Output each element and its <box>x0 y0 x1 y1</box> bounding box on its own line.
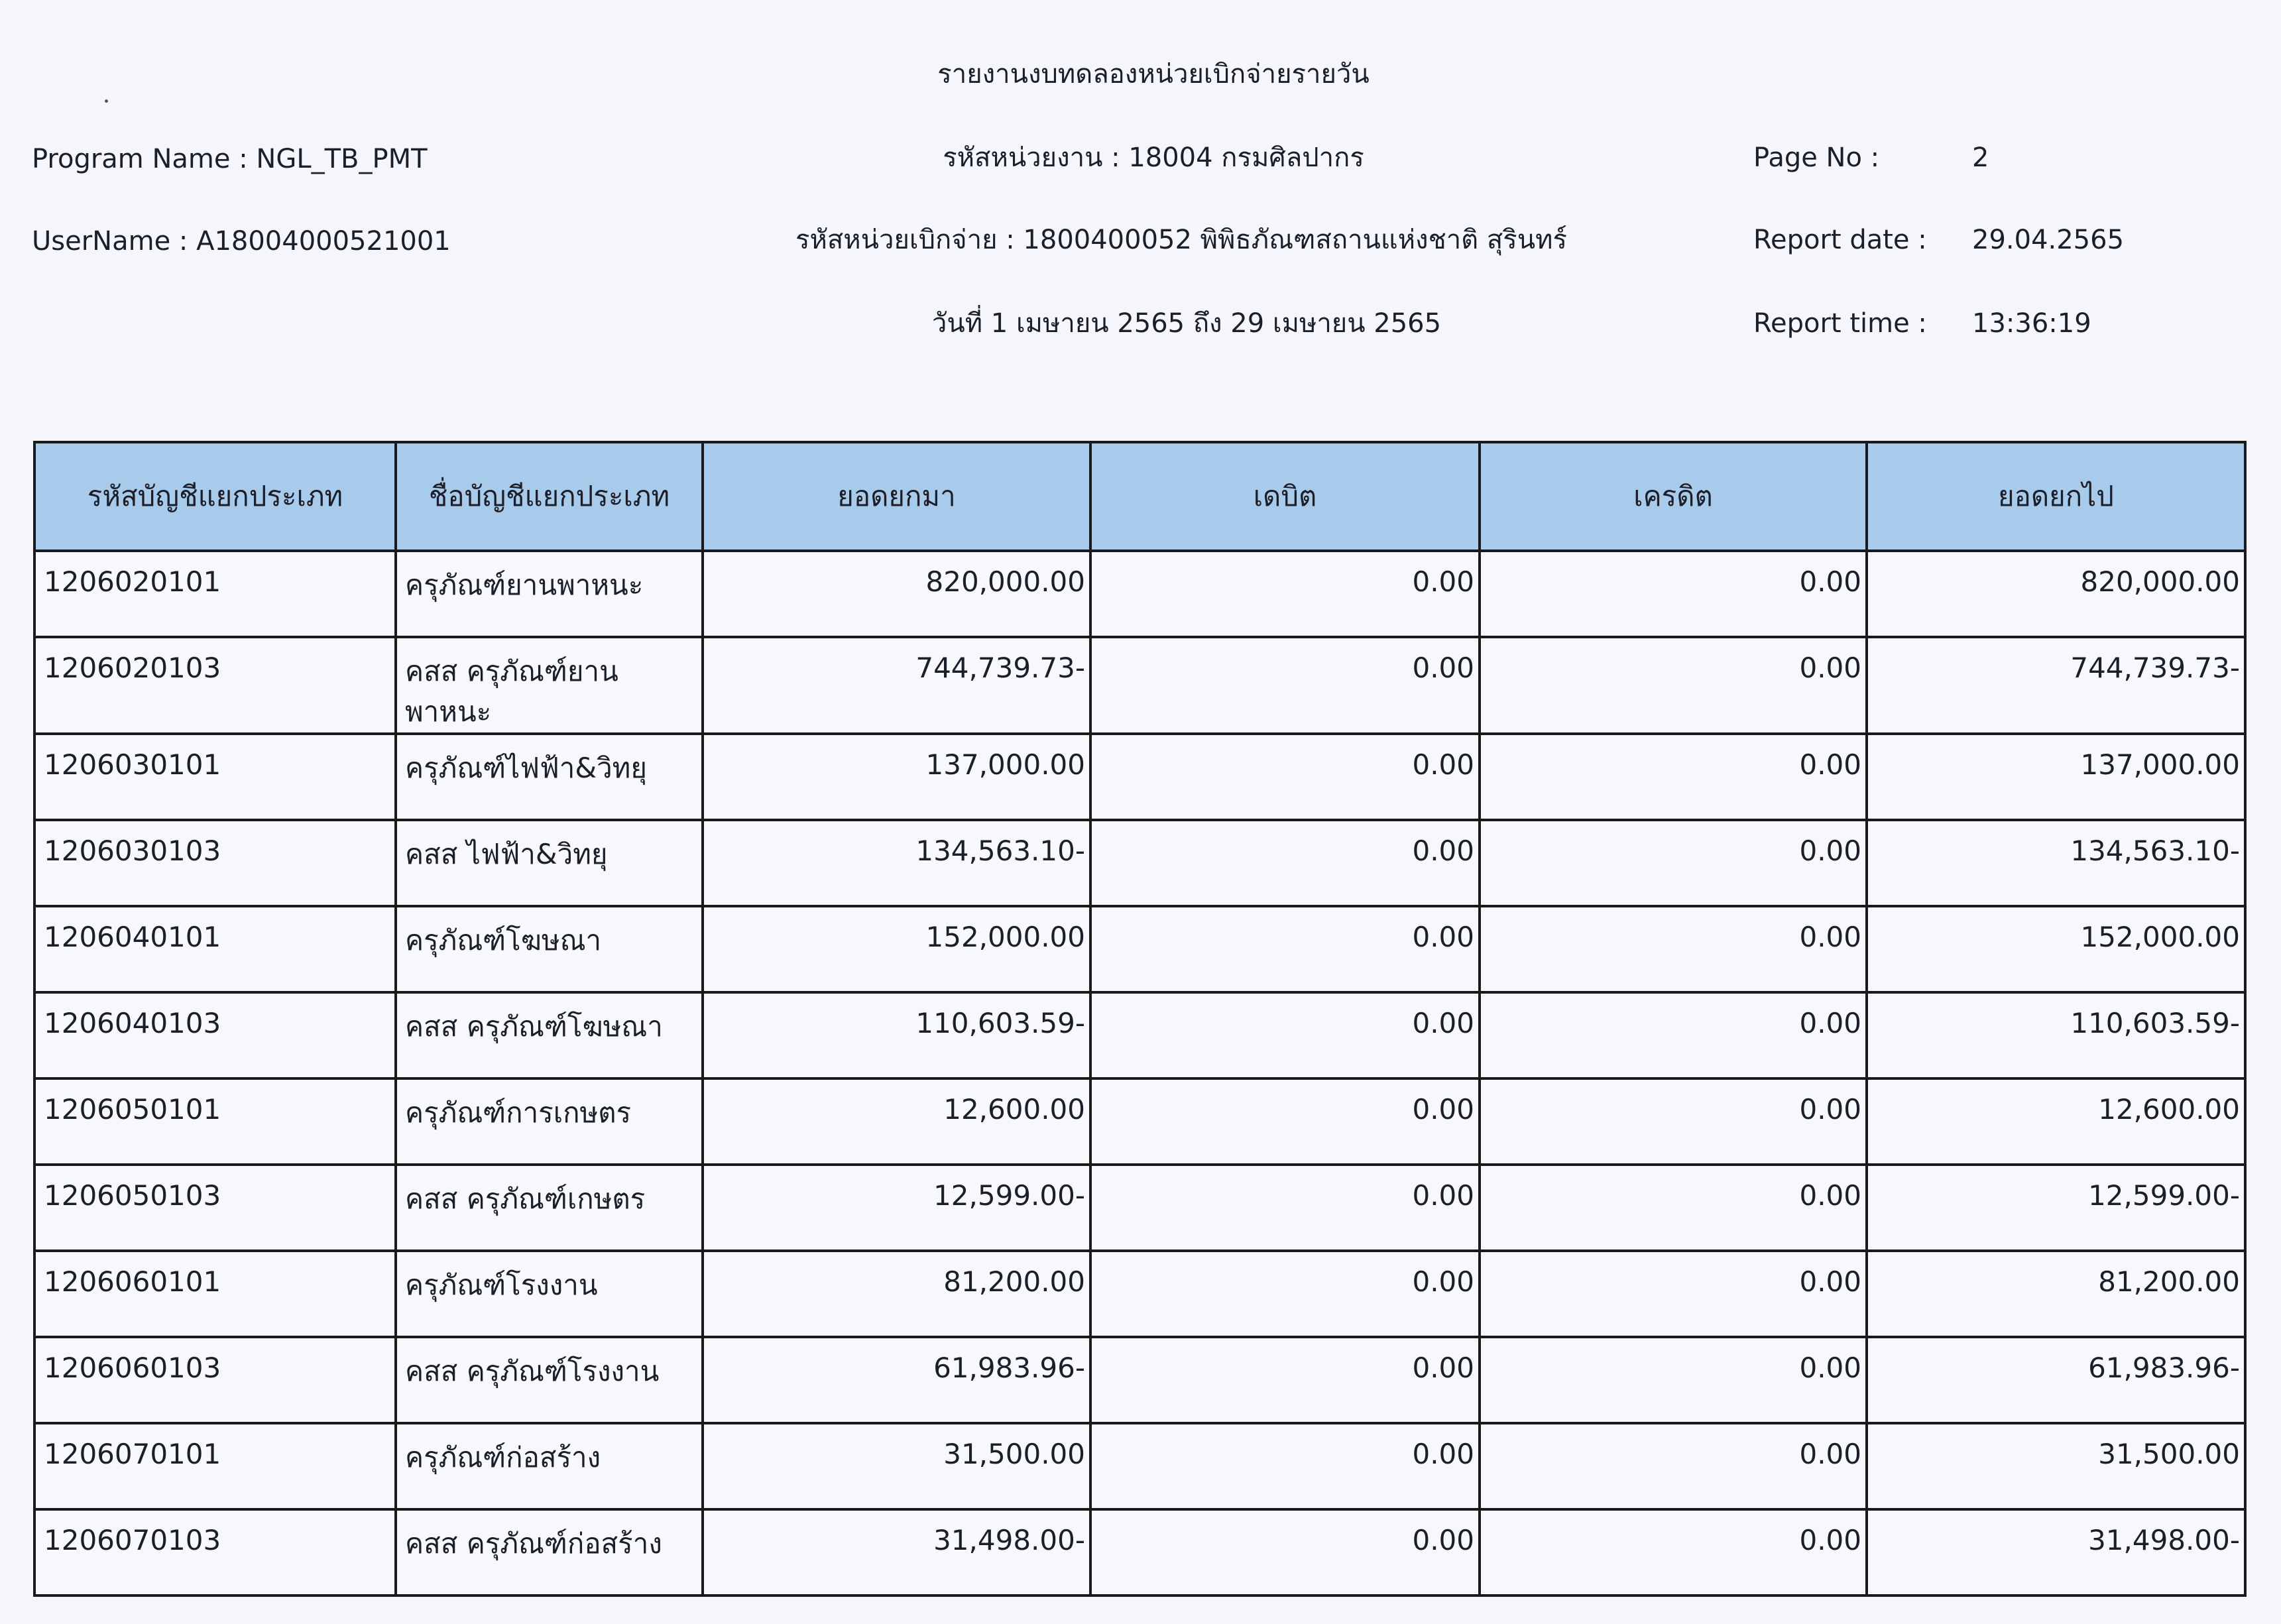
table-row <box>34 820 2245 906</box>
page-no-label: Page No : <box>1753 143 1880 173</box>
cell-credit: 0.00 <box>1480 1423 1867 1509</box>
cell-account-name: ครุภัณฑ์การเกษตร <box>396 1078 703 1165</box>
col-header-debit: เดบิต <box>1090 442 1480 551</box>
table-row <box>34 1509 2245 1595</box>
cell-debit: 0.00 <box>1090 551 1480 637</box>
cell-account-code: 1206040101 <box>34 906 396 992</box>
cell-account-code: 1206050103 <box>34 1165 396 1251</box>
disbursing-unit: รหัสหน่วยเบิกจ่าย : 1800400052 พิพิธภัณฑสถานแห่งชาติ สุรินทร์ <box>795 225 1567 255</box>
cell-brought-forward: 152,000.00 <box>703 906 1090 992</box>
cell-credit: 0.00 <box>1480 820 1867 906</box>
user-name: UserName : A18004000521001 <box>32 226 451 257</box>
report-time-value: 13:36:19 <box>1972 308 2091 339</box>
page-no-value: 2 <box>1972 143 1989 173</box>
cell-brought-forward: 61,983.96- <box>703 1337 1090 1423</box>
col-header-brought-forward: ยอดยกมา <box>703 442 1090 551</box>
cell-brought-forward: 137,000.00 <box>703 734 1090 820</box>
report-date-value: 29.04.2565 <box>1972 225 2125 255</box>
cell-debit: 0.00 <box>1090 1509 1480 1595</box>
report-title: รายงานงบทดลองหน่วยเบิกจ่ายรายวัน <box>937 59 1370 89</box>
report-date-label: Report date : <box>1753 225 1927 255</box>
table-row <box>34 1337 2245 1423</box>
col-header-carried-forward: ยอดยกไป <box>1867 442 2245 551</box>
cell-credit: 0.00 <box>1480 551 1867 637</box>
cell-carried-forward: 137,000.00 <box>1867 734 2245 820</box>
cell-credit: 0.00 <box>1480 1251 1867 1337</box>
cell-debit: 0.00 <box>1090 1251 1480 1337</box>
cell-account-code: 1206020101 <box>34 551 396 637</box>
cell-credit: 0.00 <box>1480 906 1867 992</box>
cell-account-name: คสส ไฟฟ้า&วิทยุ <box>396 820 703 906</box>
cell-account-name: ครุภัณฑ์ยานพาหนะ <box>396 551 703 637</box>
cell-account-code: 1206070103 <box>34 1509 396 1595</box>
trial-balance-table <box>33 441 2247 1597</box>
cell-account-code: 1206070101 <box>34 1423 396 1509</box>
cell-debit: 0.00 <box>1090 1337 1480 1423</box>
col-header-account-code: รหัสบัญชีแยกประเภท <box>34 442 396 551</box>
cell-carried-forward: 744,739.73- <box>1867 637 2245 734</box>
cell-carried-forward: 12,600.00 <box>1867 1078 2245 1165</box>
cell-credit: 0.00 <box>1480 992 1867 1078</box>
table-row <box>34 734 2245 820</box>
cell-account-code: 1206020103 <box>34 637 396 734</box>
cell-carried-forward: 110,603.59- <box>1867 992 2245 1078</box>
cell-account-name: คสส ครุภัณฑ์ยานพาหนะ <box>396 637 703 734</box>
table-row <box>34 906 2245 992</box>
col-header-credit: เครดิต <box>1480 442 1867 551</box>
cell-account-name: คสส ครุภัณฑ์โฆษณา <box>396 992 703 1078</box>
cell-brought-forward: 110,603.59- <box>703 992 1090 1078</box>
cell-account-name: ครุภัณฑ์โฆษณา <box>396 906 703 992</box>
cell-brought-forward: 31,500.00 <box>703 1423 1090 1509</box>
table-row <box>34 1423 2245 1509</box>
cell-brought-forward: 81,200.00 <box>703 1251 1090 1337</box>
cell-brought-forward: 31,498.00- <box>703 1509 1090 1595</box>
col-header-account-name: ชื่อบัญชีแยกประเภท <box>396 442 703 551</box>
cell-carried-forward: 12,599.00- <box>1867 1165 2245 1251</box>
cell-credit: 0.00 <box>1480 1078 1867 1165</box>
cell-account-code: 1206060103 <box>34 1337 396 1423</box>
cell-credit: 0.00 <box>1480 637 1867 734</box>
cell-account-code: 1206060101 <box>34 1251 396 1337</box>
cell-carried-forward: 81,200.00 <box>1867 1251 2245 1337</box>
cell-account-name: ครุภัณฑ์โรงงาน <box>396 1251 703 1337</box>
cell-debit: 0.00 <box>1090 637 1480 734</box>
table-row <box>34 637 2245 734</box>
cell-debit: 0.00 <box>1090 734 1480 820</box>
cell-account-name: คสส ครุภัณฑ์โรงงาน <box>396 1337 703 1423</box>
report-time-label: Report time : <box>1753 308 1927 339</box>
cell-carried-forward: 31,500.00 <box>1867 1423 2245 1509</box>
table-header-row <box>34 442 2245 551</box>
cell-brought-forward: 820,000.00 <box>703 551 1090 637</box>
cell-account-name: ครุภัณฑ์ไฟฟ้า&วิทยุ <box>396 734 703 820</box>
cell-account-name: ครุภัณฑ์ก่อสร้าง <box>396 1423 703 1509</box>
cell-credit: 0.00 <box>1480 1165 1867 1251</box>
cell-carried-forward: 31,498.00- <box>1867 1509 2245 1595</box>
cell-debit: 0.00 <box>1090 1078 1480 1165</box>
table-row <box>34 1165 2245 1251</box>
cell-debit: 0.00 <box>1090 820 1480 906</box>
cell-carried-forward: 152,000.00 <box>1867 906 2245 992</box>
program-name: Program Name : NGL_TB_PMT <box>32 144 428 174</box>
table-row <box>34 551 2245 637</box>
cell-credit: 0.00 <box>1480 1509 1867 1595</box>
agency-code: รหัสหน่วยงาน : 18004 กรมศิลปากร <box>943 143 1364 173</box>
cell-carried-forward: 820,000.00 <box>1867 551 2245 637</box>
date-range: วันที่ 1 เมษายน 2565 ถึง 29 เมษายน 2565 <box>931 308 1442 339</box>
cell-debit: 0.00 <box>1090 906 1480 992</box>
cell-debit: 0.00 <box>1090 992 1480 1078</box>
cell-account-code: 1206040103 <box>34 992 396 1078</box>
cell-brought-forward: 134,563.10- <box>703 820 1090 906</box>
cell-account-name: คสส ครุภัณฑ์ก่อสร้าง <box>396 1509 703 1595</box>
cell-account-code: 1206030103 <box>34 820 396 906</box>
cell-debit: 0.00 <box>1090 1423 1480 1509</box>
cell-account-name: คสส ครุภัณฑ์เกษตร <box>396 1165 703 1251</box>
cell-brought-forward: 12,600.00 <box>703 1078 1090 1165</box>
table-row <box>34 992 2245 1078</box>
cell-account-code: 1206030101 <box>34 734 396 820</box>
cell-debit: 0.00 <box>1090 1165 1480 1251</box>
table-row <box>34 1078 2245 1165</box>
cell-account-code: 1206050101 <box>34 1078 396 1165</box>
cell-carried-forward: 61,983.96- <box>1867 1337 2245 1423</box>
scan-speck <box>105 99 108 103</box>
table-row <box>34 1251 2245 1337</box>
cell-brought-forward: 744,739.73- <box>703 637 1090 734</box>
cell-brought-forward: 12,599.00- <box>703 1165 1090 1251</box>
cell-credit: 0.00 <box>1480 1337 1867 1423</box>
cell-credit: 0.00 <box>1480 734 1867 820</box>
cell-carried-forward: 134,563.10- <box>1867 820 2245 906</box>
